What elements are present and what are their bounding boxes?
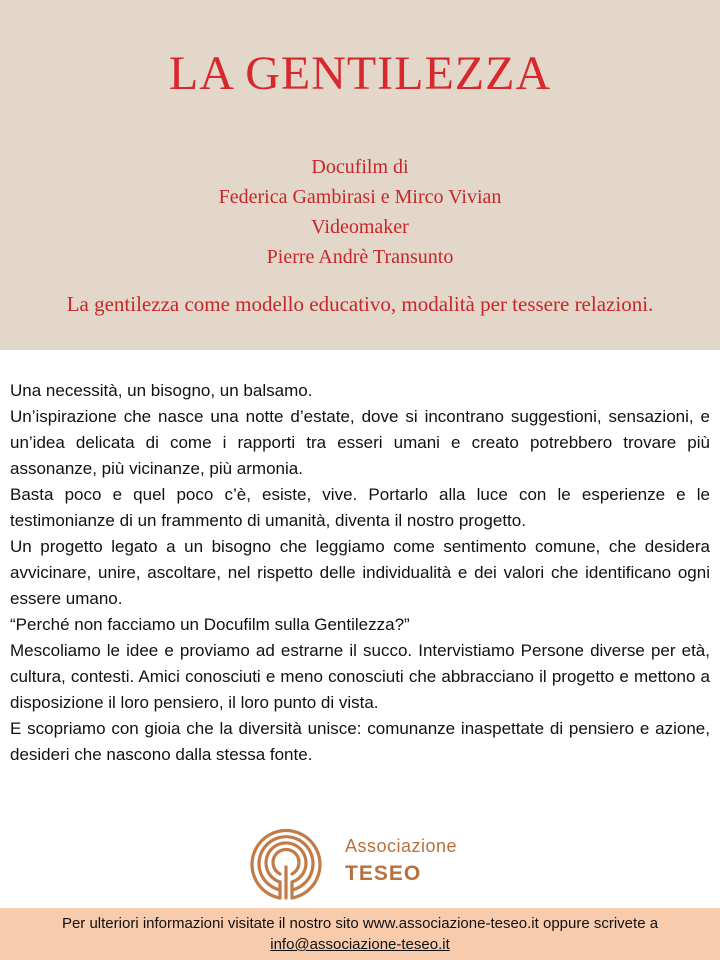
- paragraph: Basta poco e quel poco c’è, esiste, vive. Portarlo alla luce con le esperienze e le testimonianze di un frammento di umanità, diventa il nostro progetto.: [10, 485, 710, 530]
- paragraph: E scopriamo con gioia che la diversità unisce: comunanze inaspettate di pensiero e azione, desideri che nascono dalla stessa fonte.: [10, 719, 710, 764]
- footer-text: Per ulteriori informazioni visitate il nostro sito www.associazione-teseo.it oppure scrivete a: [61, 915, 659, 932]
- hero-banner: [0, 0, 720, 350]
- paragraph: Una necessità, un bisogno, un balsamo.: [10, 381, 313, 400]
- page-title: LA GENTILEZZA: [168, 47, 552, 100]
- credits-line-authors: Federica Gambirasi e Mirco Vivian: [218, 186, 502, 208]
- footer: [0, 908, 720, 960]
- labyrinth-icon: [240, 824, 332, 900]
- paragraph: Un’ispirazione che nasce una notte d’estate, dove si incontrano suggestioni, sensazioni, e un’idea delicata di come i rapporti tra esseri umani e creato potrebbero trovare più assonanze, più vicinanze, più armonia.: [10, 407, 710, 478]
- credits-line-videomaker-label: Videomaker: [311, 216, 409, 238]
- credits-line-videomaker-name: Pierre Andrè Transunto: [266, 246, 454, 268]
- paragraph: “Perché non facciamo un Docufilm sulla Gentilezza?”: [10, 615, 410, 634]
- credits-block: [0, 152, 720, 272]
- paragraph: Un progetto legato a un bisogno che leggiamo come sentimento comune, che desidera avvicinare, unire, ascoltare, nel rispetto delle individualità e dei valori che identificano ogni essere umano.: [10, 537, 710, 608]
- credits-line-docufilm: Docufilm di: [311, 156, 409, 178]
- logo-name-line2: TESEO: [345, 862, 422, 885]
- paragraph: Mescoliamo le idee e proviamo ad estrarne il succo. Intervistiamo Persone diverse per età, cultura, contesti. Amici conosciuti e meno conosciuti che abbracciano il progetto e mettono a disposizione il loro pensiero, il loro punto di vista.: [10, 641, 710, 712]
- logo-name-line1: Associazione: [345, 836, 458, 856]
- banner-tagline: La gentilezza come modello educativo, modalità per tessere relazioni.: [66, 292, 654, 316]
- body-text: [10, 378, 710, 768]
- email-link[interactable]: info@associazione-teseo.it: [270, 936, 450, 953]
- association-logo: [240, 822, 480, 902]
